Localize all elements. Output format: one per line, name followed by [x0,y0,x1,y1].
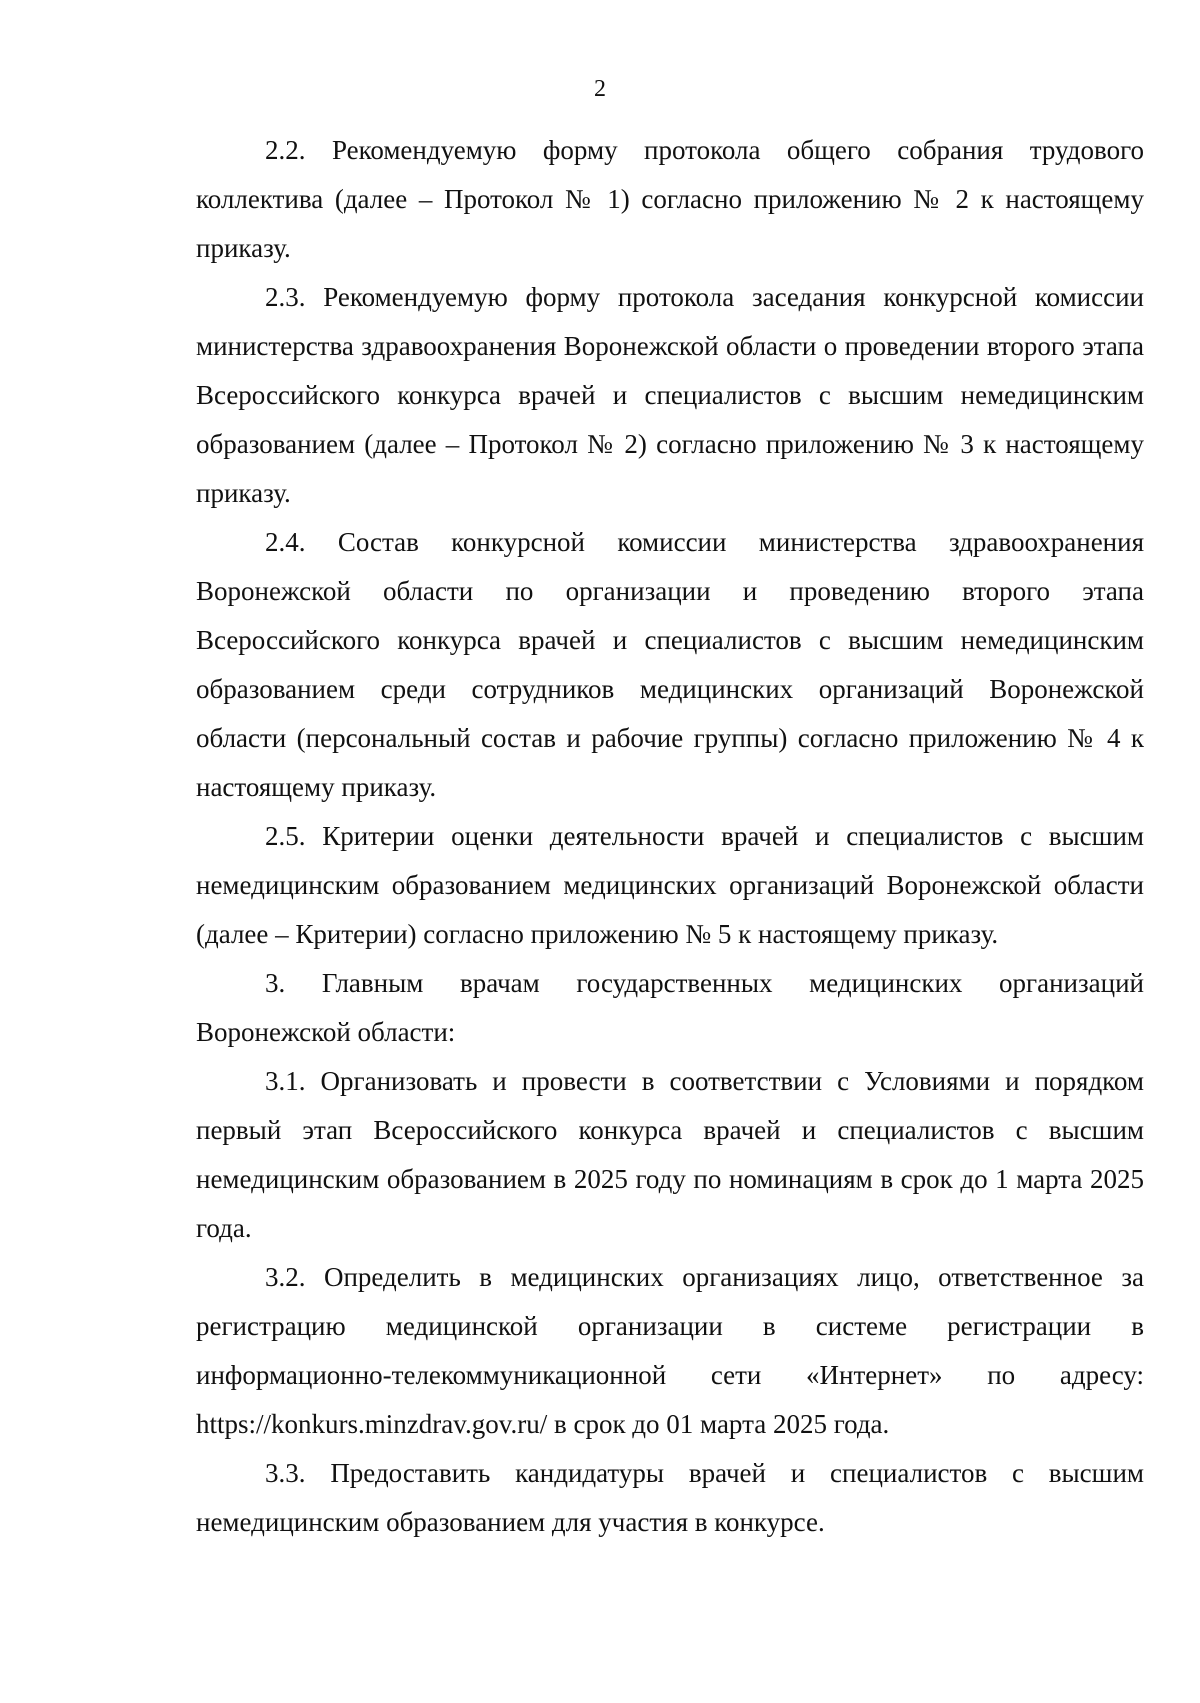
paragraph-2-5: 2.5. Критерии оценки деятельности врачей и специалистов с высшим немедицинским образованием медицинских организаций Воронежской области (далее – Критерии) согласно приложению № 5 к настоящему приказу. [196,821,1144,949]
paragraph-2-2: 2.2. Рекомендуемую форму протокола общего собрания трудового коллектива (далее – Протокол № 1) согласно приложению № 2 к настоящему приказу. [196,135,1144,263]
paragraph-2-3: 2.3. Рекомендуемую форму протокола заседания конкурсной комиссии министерства здравоохранения Воронежской области о проведении второго этапа Всероссийского конкурса врачей и специалистов с высшим немедицинским образованием (далее – Протокол № 2) согласно приложению № 3 к настоящему приказу. [196,282,1144,508]
page-number: 2 [594,76,606,102]
paragraph-3-2: 3.2. Определить в медицинских организациях лицо, ответственное за регистрацию медицинской организации в системе регистрации в информационно-телекоммуникационной сети «Интернет» по адресу: https://konkurs.minzdrav.gov.ru/ в срок до 01 марта 2025 года. [196,1262,1144,1439]
paragraph-3-3: 3.3. Предоставить кандидатуры врачей и специалистов с высшим немедицинским образованием для участия в конкурсе. [196,1458,1144,1537]
paragraph-3-1: 3.1. Организовать и провести в соответствии с Условиями и порядком первый этап Всероссийского конкурса врачей и специалистов с высшим немедицинским образованием в 2025 году по номинациям в срок до 1 марта 2025 года. [196,1066,1144,1243]
paragraph-3: 3. Главным врачам государственных медицинских организаций Воронежской области: [196,968,1144,1047]
paragraph-2-4: 2.4. Состав конкурсной комиссии министерства здравоохранения Воронежской области по организации и проведению второго этапа Всероссийского конкурса врачей и специалистов с высшим немедицинским образованием среди сотрудников медицинских организаций Воронежской области (персональный состав и рабочие группы) согласно приложению № 4 к настоящему приказу. [196,527,1144,802]
document-body [196,126,1144,1547]
